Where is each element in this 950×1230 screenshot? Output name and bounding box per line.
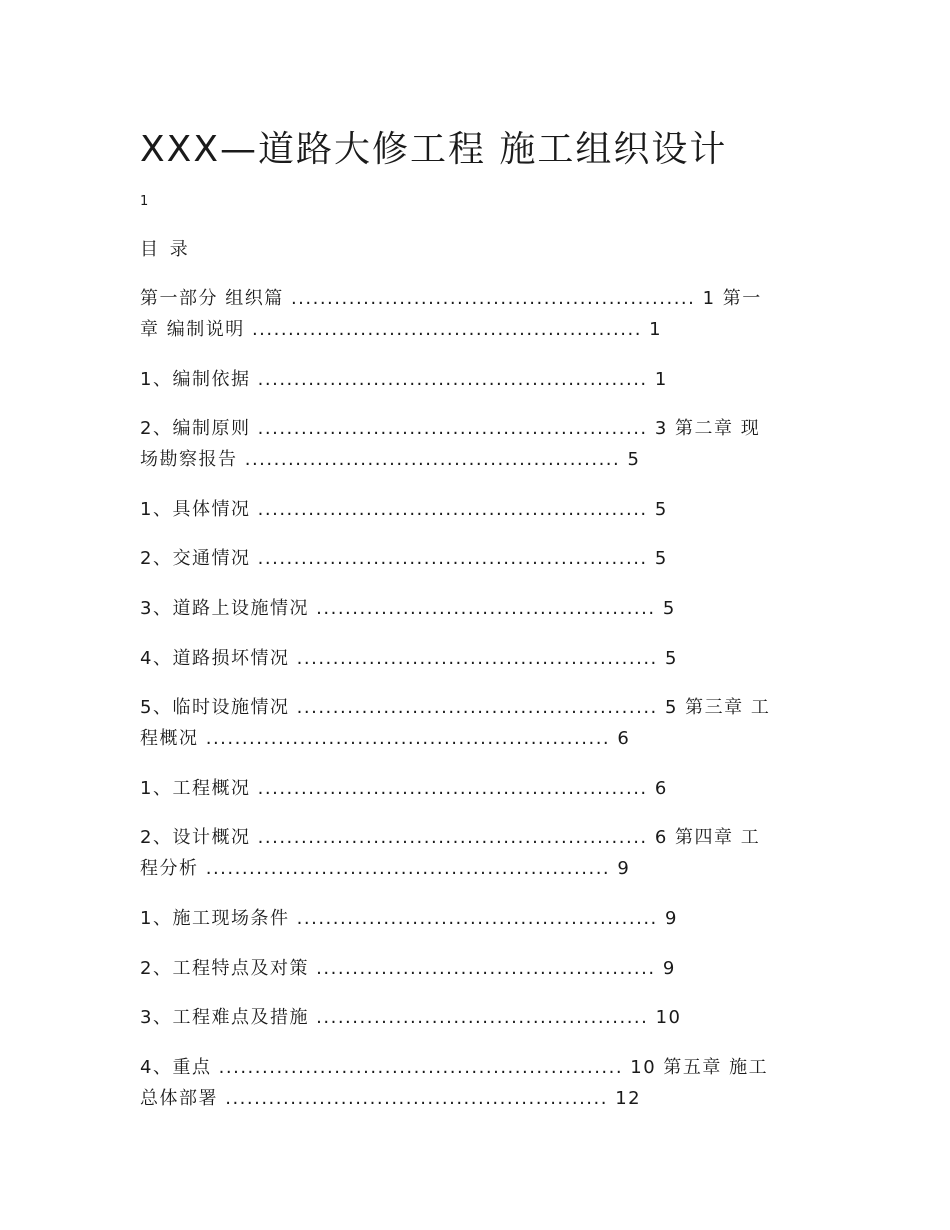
- toc-line: 程分析 ........................................................ 9: [140, 858, 631, 879]
- toc-line: 第一部分 组织篇 ........................................................ 1 第一: [140, 288, 762, 309]
- toc-line: 1、具体情况 ...................................................... 5: [140, 499, 668, 520]
- page-number: 1: [140, 194, 149, 209]
- toc-line: 1、工程概况 ...................................................... 6: [140, 778, 668, 799]
- toc-line: 1、编制依据 ...................................................... 1: [140, 369, 668, 390]
- toc-line: 总体部署 ..................................................... 12: [140, 1088, 642, 1109]
- toc-line: 3、道路上设施情况 ............................................... 5: [140, 598, 676, 619]
- toc-line: 4、道路损坏情况 .................................................. 5: [140, 648, 678, 669]
- toc-line: 4、重点 ........................................................ 10 第五章 施工: [140, 1057, 769, 1078]
- toc-line: 程概况 ........................................................ 6: [140, 728, 631, 749]
- document-title: XXX—道路大修工程 施工组织设计: [140, 129, 728, 170]
- toc-line: 3、工程难点及措施 .............................................. 10: [140, 1007, 682, 1028]
- toc-line: 章 编制说明 ...................................................... 1: [140, 319, 663, 340]
- toc-line: 2、编制原则 ...................................................... 3 第二章 现: [140, 418, 761, 439]
- toc-line: 场勘察报告 .................................................... 5: [140, 449, 641, 470]
- toc-line: 5、临时设施情况 .................................................. 5 第三章 工: [140, 697, 771, 718]
- toc-line: 2、设计概况 ...................................................... 6 第四章 工: [140, 827, 761, 848]
- toc-line: 2、交通情况 ...................................................... 5: [140, 548, 668, 569]
- toc-heading: 目 录: [140, 239, 191, 260]
- toc-line: 2、工程特点及对策 ............................................... 9: [140, 958, 676, 979]
- toc-line: 1、施工现场条件 .................................................. 9: [140, 908, 678, 929]
